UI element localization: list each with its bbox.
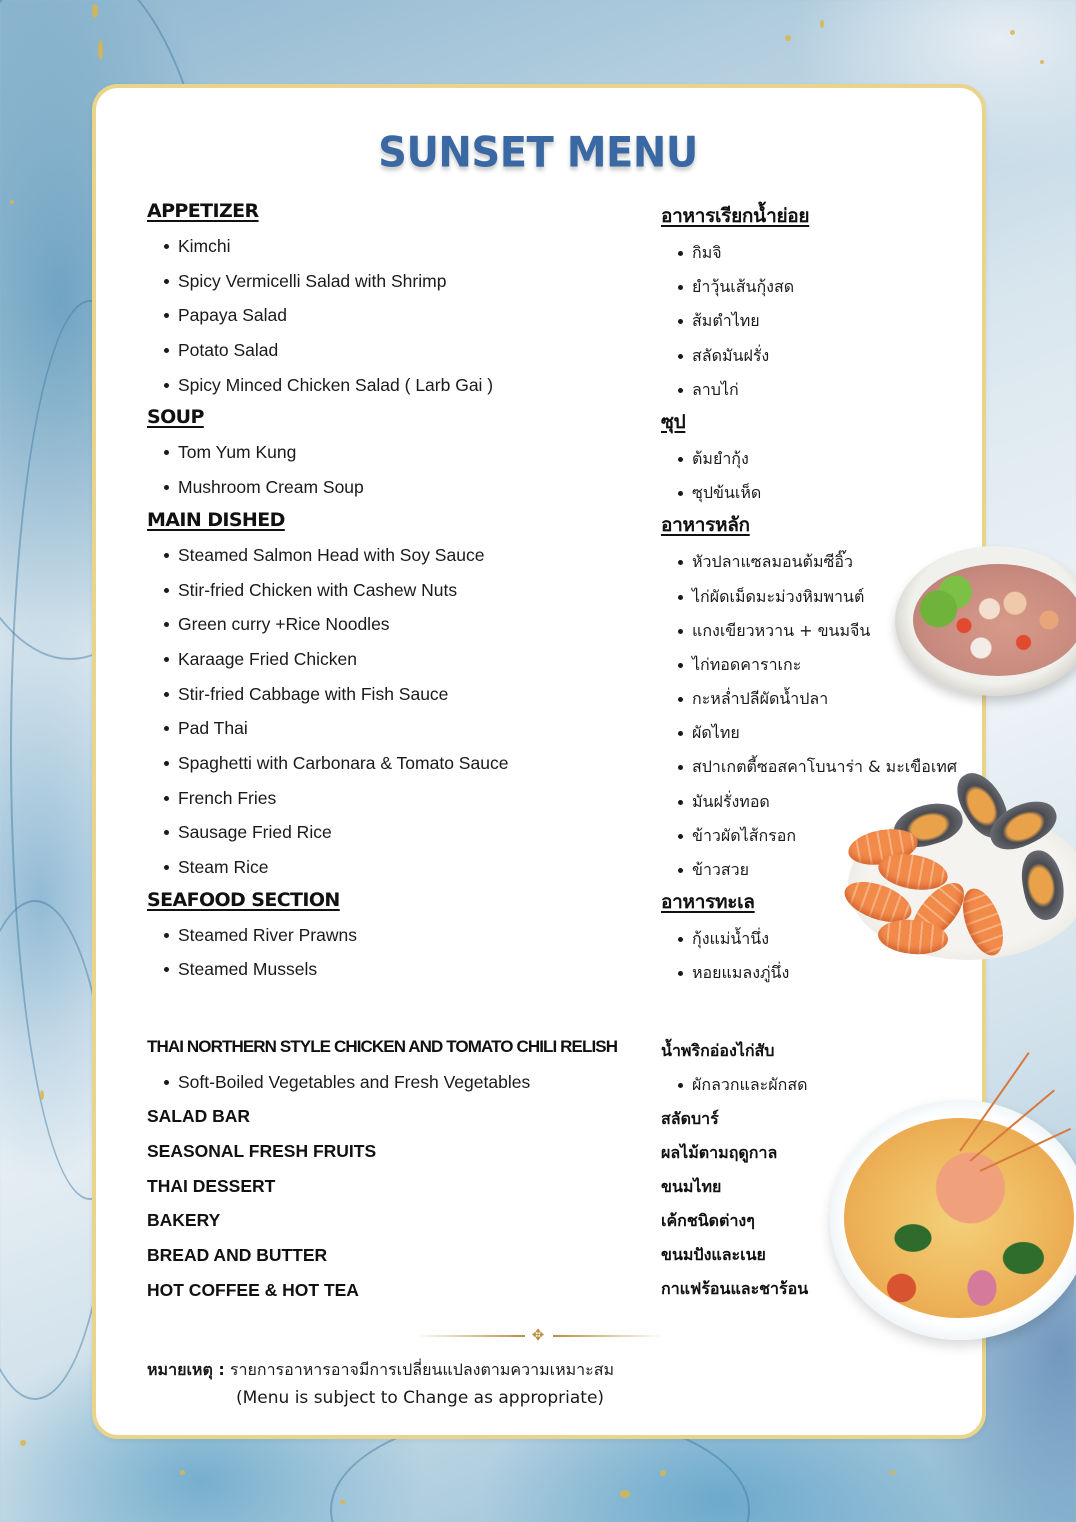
gold-fleck bbox=[785, 35, 791, 41]
note-english-text: (Menu is subject to Change as appropriate) bbox=[236, 1388, 605, 1408]
divider-line bbox=[415, 1335, 525, 1337]
soup-contents bbox=[844, 1118, 1074, 1318]
list-item: Stir-fried Cabbage with Fish Sauce bbox=[147, 677, 647, 712]
list-item: Kimchi bbox=[147, 229, 647, 264]
gold-fleck bbox=[890, 1470, 895, 1475]
gold-fleck bbox=[820, 20, 824, 28]
gold-fleck bbox=[1040, 60, 1044, 64]
extra-line: BAKERY bbox=[147, 1210, 221, 1231]
list-item: Steamed River Prawns bbox=[147, 918, 647, 953]
section-seafood bbox=[147, 885, 647, 987]
section-heading: ซุป bbox=[661, 410, 686, 433]
list-item: Spaghetti with Carbonara & Tomato Sauce bbox=[147, 746, 647, 781]
list-item: Stir-fried Chicken with Cashew Nuts bbox=[147, 573, 647, 608]
steamed-prawns-and-mussels-photo bbox=[838, 785, 1076, 965]
list-item: กิมจิ bbox=[661, 236, 981, 270]
menu-title: SUNSET MENU bbox=[378, 128, 698, 178]
list-item: ซุปข้นเห็ด bbox=[661, 476, 981, 510]
extra-line: SALAD BAR bbox=[147, 1106, 251, 1127]
gold-fleck bbox=[620, 1490, 630, 1498]
list-item: Potato Salad bbox=[147, 333, 647, 368]
english-menu-column bbox=[147, 196, 647, 987]
list-item: กะหล่ำปลีผัดน้ำปลา bbox=[661, 682, 981, 716]
list-item: ส้มตำไทย bbox=[661, 304, 981, 338]
section-heading: อาหารทะเล bbox=[661, 891, 755, 914]
gold-fleck bbox=[340, 1500, 346, 1504]
gold-fleck bbox=[10, 200, 14, 204]
list-item: กุ้งแม่น้ำนึ่ง bbox=[661, 922, 981, 956]
list-item: Mushroom Cream Soup bbox=[147, 470, 647, 505]
item-list bbox=[147, 1065, 647, 1100]
list-item: ยำวุ้นเส้นกุ้งสด bbox=[661, 270, 981, 304]
list-item: ลาบไก่ bbox=[661, 373, 981, 407]
gold-fleck bbox=[1010, 30, 1015, 35]
gold-fleck bbox=[20, 1440, 26, 1446]
section-appetizer bbox=[147, 196, 647, 402]
list-item: หัวปลาแซลมอนต้มซีอิ๊ว bbox=[661, 545, 981, 579]
list-item: มันฝรั่งทอด bbox=[661, 785, 981, 819]
list-item: Spicy Vermicelli Salad with Shrimp bbox=[147, 264, 647, 299]
list-item: ไก่ผัดเม็ดมะม่วงหิมพานต์ bbox=[661, 580, 981, 614]
list-item: ไก่ทอดคาราเกะ bbox=[661, 648, 981, 682]
list-item: Steamed Mussels bbox=[147, 952, 647, 987]
extra-line: เค้กชนิดต่างๆ bbox=[661, 1211, 755, 1230]
section-appetizer-thai bbox=[661, 201, 981, 407]
list-item: Pad Thai bbox=[147, 711, 647, 746]
section-heading: อาหารเรียกน้ำย่อย bbox=[661, 205, 810, 227]
list-item: ผักลวกและผักสด bbox=[661, 1068, 861, 1102]
list-item: ผัดไทย bbox=[661, 716, 981, 750]
extra-line: SEASONAL FRESH FRUITS bbox=[147, 1141, 377, 1162]
item-list bbox=[147, 918, 647, 987]
item-list bbox=[147, 229, 647, 402]
menu-note bbox=[147, 1356, 667, 1412]
extra-line: ผลไม้ตามฤดูกาล bbox=[661, 1143, 778, 1162]
extra-line: THAI DESSERT bbox=[147, 1175, 276, 1196]
flower-ornament-icon: ✥ bbox=[531, 1327, 545, 1344]
tom-yum-kung-photo bbox=[830, 1060, 1076, 1320]
section-heading: SOUP bbox=[147, 406, 204, 429]
english-extras bbox=[147, 1030, 647, 1308]
gold-fleck bbox=[92, 4, 98, 18]
section-soup bbox=[147, 402, 647, 504]
list-item: Karaage Fried Chicken bbox=[147, 642, 647, 677]
section-heading: MAIN DISHED bbox=[147, 508, 285, 531]
list-item: Steamed Salmon Head with Soy Sauce bbox=[147, 538, 647, 573]
note-thai-text: รายการอาหารอาจมีการเปลี่ยนแปลงตามความเหมาะสม bbox=[229, 1360, 615, 1379]
list-item: Sausage Fried Rice bbox=[147, 815, 647, 850]
list-item: Papaya Salad bbox=[147, 298, 647, 333]
list-item: Tom Yum Kung bbox=[147, 435, 647, 470]
list-item: Steam Rice bbox=[147, 850, 647, 885]
relish-heading: น้ำพริกอ่องไก่สับ bbox=[661, 1041, 775, 1060]
extra-line: ขนมไทย bbox=[661, 1177, 722, 1196]
gold-divider bbox=[415, 1327, 663, 1344]
list-item: แกงเขียวหวาน + ขนมจีน bbox=[661, 614, 981, 648]
note-label: หมายเหตุ : bbox=[147, 1360, 225, 1379]
list-item: ข้าวสวย bbox=[661, 853, 981, 887]
list-item: ต้มยำกุ้ง bbox=[661, 442, 981, 476]
extra-line: ขนมปังและเนย bbox=[661, 1245, 766, 1264]
item-list bbox=[661, 442, 981, 510]
item-list bbox=[147, 538, 647, 885]
list-item: Spicy Minced Chicken Salad ( Larb Gai ) bbox=[147, 368, 647, 403]
section-heading: APPETIZER bbox=[147, 200, 259, 222]
gold-fleck bbox=[180, 1470, 185, 1475]
extra-line: สลัดบาร์ bbox=[661, 1109, 719, 1128]
list-item: สลัดมันฝรั่ง bbox=[661, 339, 981, 373]
extra-line: กาแฟร้อนและชาร้อน bbox=[661, 1279, 809, 1298]
salad-contents bbox=[913, 564, 1076, 676]
section-soup-thai bbox=[661, 407, 981, 510]
list-item: French Fries bbox=[147, 781, 647, 816]
item-list bbox=[147, 435, 647, 504]
note-thai bbox=[147, 1356, 667, 1384]
item-list bbox=[661, 236, 981, 407]
gold-fleck bbox=[98, 40, 103, 60]
section-heading: SEAFOOD SECTION bbox=[147, 888, 340, 911]
extra-line: HOT COFFEE & HOT TEA bbox=[147, 1279, 359, 1300]
list-item: Soft-Boiled Vegetables and Fresh Vegetables bbox=[147, 1065, 647, 1100]
list-item: สปาเกตตี้ซอสคาโบนาร่า & มะเขือเทศ bbox=[661, 750, 981, 784]
gold-fleck bbox=[660, 1470, 666, 1476]
relish-heading: THAI NORTHERN STYLE CHICKEN AND TOMATO CHILI RELISH bbox=[147, 1037, 618, 1056]
list-item: หอยแมลงภู่นึ่ง bbox=[661, 956, 981, 990]
extra-line: BREAD AND BUTTER bbox=[147, 1245, 328, 1266]
divider-line bbox=[553, 1335, 663, 1337]
list-item: Green curry +Rice Noodles bbox=[147, 607, 647, 642]
section-heading: อาหารหลัก bbox=[661, 514, 750, 537]
section-main-dishes bbox=[147, 505, 647, 885]
gold-fleck bbox=[40, 1090, 44, 1100]
list-item: ข้าวผัดไส้กรอก bbox=[661, 819, 981, 853]
